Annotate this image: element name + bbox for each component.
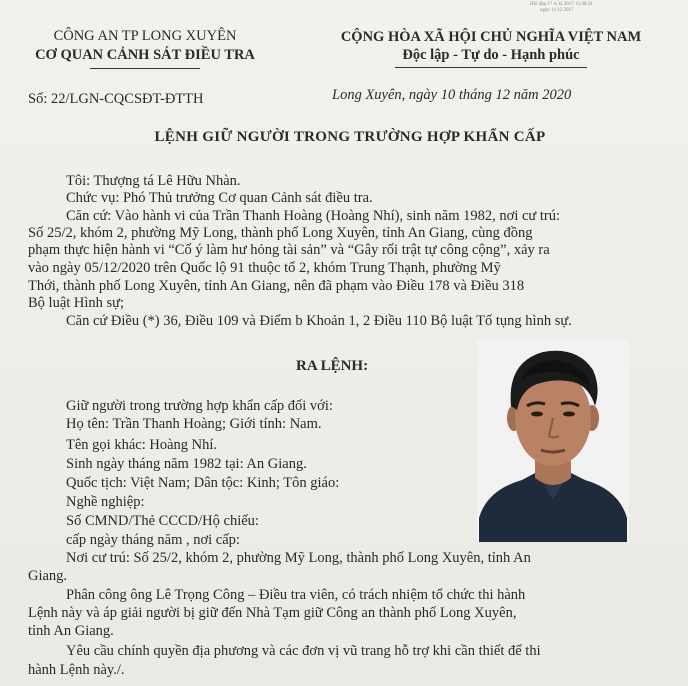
detail-occupation: Nghề nghiệp: (66, 494, 145, 510)
basis-line: phạm thực hiện hành vi “Cố ý làm hư hỏng tài sản” và “Gây rối trật tự công cộng”, xảy ra (28, 242, 550, 258)
left-header-rule (90, 68, 200, 69)
agency-name: CÔNG AN TP LONG XUYÊN (53, 28, 237, 44)
portrait-photo (477, 340, 629, 542)
stamp-note-line: ngày 14 12 2017 (540, 8, 574, 13)
basis-line: Căn cứ: Vào hành vi của Trần Thanh Hoàng (Hoàng Nhí), sinh năm 1982, nơi cư trú: (66, 208, 561, 224)
document-number: Số: 22/LGN-CQCSĐT-ĐTTH (28, 91, 204, 107)
country-name: CỘNG HÒA XÃ HỘI CHỦ NGHĨA VIỆT NAM (340, 29, 642, 45)
detail-name: Họ tên: Trần Thanh Hoàng; Giới tính: Nam. (66, 416, 322, 432)
officer-line: Tôi: Thượng tá Lê Hữu Nhàn. (66, 173, 241, 189)
stamp-note-line: Hồi đáp 17 vi kí 2017 15:48:31 (530, 2, 593, 7)
national-motto: Độc lập - Tự do - Hạnh phúc (402, 47, 580, 63)
legal-basis-line: Căn cứ Điều (*) 36, Điều 109 và Điểm b Khoản 1, 2 Điều 110 Bộ luật Tố tụng hình sự. (66, 313, 572, 329)
assignment-line: tỉnh An Giang. (28, 623, 114, 639)
position-line: Chức vụ: Phó Thủ trưởng Cơ quan Cảnh sát điều tra. (66, 190, 373, 206)
right-header-rule (395, 67, 587, 68)
detail-lead: Giữ người trong trường hợp khẩn cấp đối với: (66, 398, 333, 414)
request-line: hành Lệnh này./. (28, 662, 125, 678)
basis-line: Thới, thành phố Long Xuyên, tỉnh An Giang, nên đã phạm vào Điều 178 và Điều 318 (28, 278, 525, 294)
detail-residence-cont: Giang. (28, 568, 68, 584)
detail-residence: Nơi cư trú: Số 25/2, khóm 2, phường Mỹ Long, thành phố Long Xuyên, tỉnh An (66, 550, 531, 566)
request-line: Yêu cầu chính quyền địa phương và các đơn vị vũ trang hỗ trợ khi cần thiết để thi (66, 643, 541, 659)
basis-line: Số 25/2, khóm 2, phường Mỹ Long, thành phố Long Xuyên, tỉnh An Giang, cùng đồng (28, 225, 533, 241)
document-date: Long Xuyên, ngày 10 tháng 12 năm 2020 (332, 87, 572, 103)
stamp-note (530, 2, 593, 14)
detail-alias: Tên gọi khác: Hoàng Nhí. (66, 437, 218, 453)
basis-line: Bộ luật Hình sự; (28, 295, 125, 311)
detail-issued: cấp ngày tháng năm , nơi cấp: (66, 532, 240, 548)
document-title: LỆNH GIỮ NGƯỜI TRONG TRƯỜNG HỢP KHẨN CẤP (154, 129, 546, 145)
detail-birth: Sinh ngày tháng năm 1982 tại: An Giang. (66, 456, 307, 472)
assignment-line: Lệnh này và áp giải người bị giữ đến Nhà Tạm giữ Công an thành phố Long Xuyên, (28, 605, 517, 621)
detail-id-card: Số CMND/Thẻ CCCD/Hộ chiếu: (66, 513, 259, 529)
department-name: CƠ QUAN CẢNH SÁT ĐIỀU TRA (35, 47, 255, 63)
detail-nationality: Quốc tịch: Việt Nam; Dân tộc: Kinh; Tôn giáo: (66, 475, 340, 491)
order-heading: RA LỆNH: (296, 358, 369, 374)
assignment-line: Phân công ông Lê Trọng Công – Điều tra viên, có trách nhiệm tổ chức thi hành (66, 587, 526, 603)
basis-line: vào ngày 05/12/2020 trên Quốc lộ 91 thuộc tổ 2, khóm Trung Thạnh, phường Mỹ (28, 260, 501, 276)
portrait-illustration (477, 340, 629, 542)
